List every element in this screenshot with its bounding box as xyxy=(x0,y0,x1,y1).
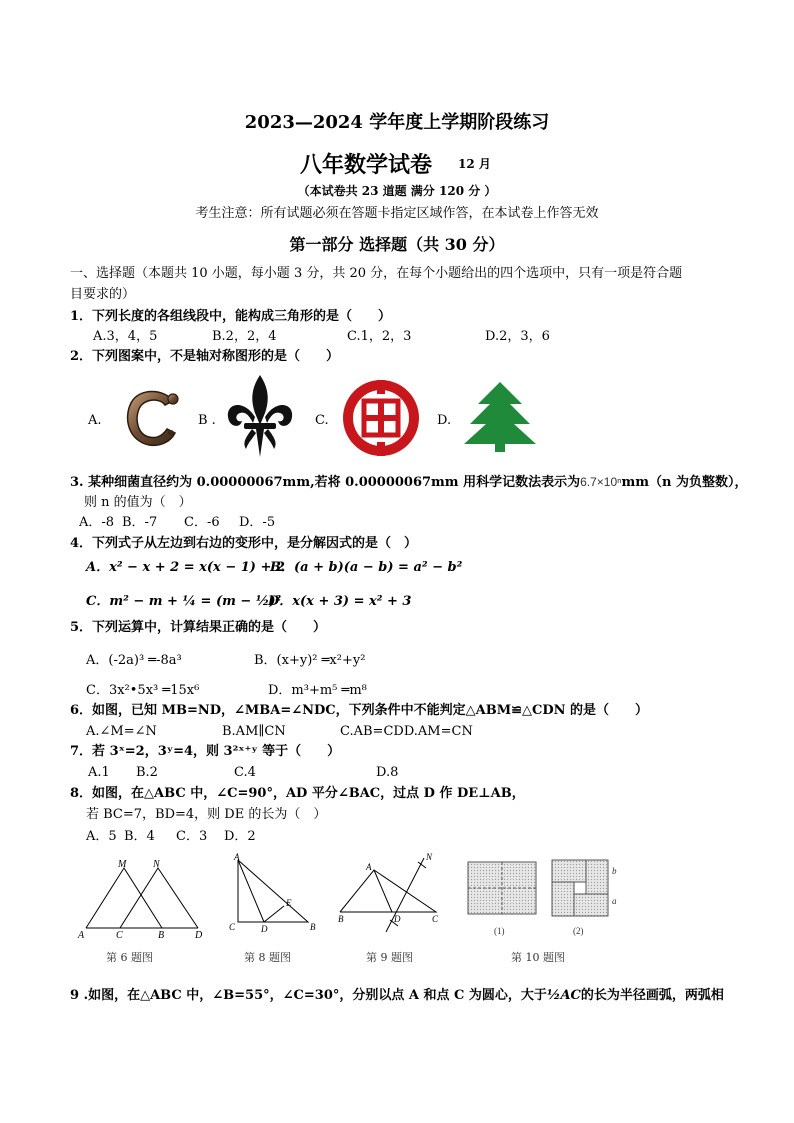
q3-stem-unit: mm（n 为负整数）， xyxy=(621,475,748,490)
q6-option-c: C.AB=CDD.AM=CN xyxy=(340,724,473,739)
q5-option-a: A．(-2a)³ ═-8a³ xyxy=(86,653,182,668)
figure-9 xyxy=(334,850,444,934)
q7-option-c: C.4 xyxy=(234,765,256,780)
exam-info: （本试卷共 23 道题 满分 120 分 ） xyxy=(297,184,497,198)
q7-stem: 7．若 3ˣ=2，3ʸ=4，则 3²ˣ⁺ʸ 等于（ ） xyxy=(70,744,341,759)
fig10-sub1: (1) xyxy=(494,926,505,936)
part-title: 第一部分 选择题（共 30 分） xyxy=(289,235,505,254)
fig10-label-a: a xyxy=(612,896,617,906)
q2-option-d: D. xyxy=(437,413,452,428)
section-intro-line2: 目要求的） xyxy=(70,287,136,302)
fig6-label-a: A xyxy=(78,930,85,941)
exam-month: 12 月 xyxy=(458,157,491,171)
q2-option-c: C. xyxy=(315,413,329,428)
q6-option-b: B.AM∥CN xyxy=(222,724,286,739)
q8-option-a: A．5 xyxy=(86,829,117,844)
q3-option-b: B．-7 xyxy=(122,515,158,530)
q3-stem-line2: 则 n 的值为（ ） xyxy=(84,495,192,510)
q5-stem: 5．下列运算中，计算结果正确的是（ ） xyxy=(70,620,327,635)
fig8-caption: 第 8 题图 xyxy=(244,951,291,964)
fig6-label-d: D xyxy=(195,930,203,941)
q3-option-a: A．-8 xyxy=(79,515,115,530)
bank-logo-icon xyxy=(340,377,422,459)
fig9-label-c: C xyxy=(432,914,439,924)
q3-option-c: C．-6 xyxy=(184,515,220,530)
q4-option-a: A．x² − x + 2 = x(x − 1) + 2 xyxy=(86,560,285,575)
fig9-caption: 第 9 题图 xyxy=(366,951,413,964)
q1-option-b: B.2，2，4 xyxy=(212,329,277,344)
q6-stem: 6．如图，已知 MB=ND，∠MBA=∠NDC，下列条件中不能判定△ABM≌△CDN 的是（ ） xyxy=(70,703,649,718)
q3-stem-text: 3. 某种细菌直径约为 0.00000067mm,若将 0.00000067mm 用科学记数法表示为 xyxy=(70,475,581,490)
q4-stem: 4．下列式子从左边到右边的变形中，是分解因式的是（ ） xyxy=(70,536,418,551)
q8-stem-line2: 若 BC=7，BD=4，则 DE 的长为（ ） xyxy=(86,807,327,822)
fig6-label-c: C xyxy=(116,930,123,941)
q8-option-d: D．2 xyxy=(224,829,256,844)
q8-stem-line1: 8．如图，在△ABC 中，∠C=90°，AD 平分∠BAC，过点 D 作 DE⊥AB， xyxy=(70,786,525,801)
letter-c-icon xyxy=(115,383,187,455)
q9-fraction: ½AC xyxy=(546,988,581,1003)
q9-stem-a: 9 .如图，在△ABC 中，∠B=55°，∠C=30°，分别以点 A 和点 C 为圆心，大于 xyxy=(70,988,547,1003)
q5-option-d: D．m³+m⁵ ═m⁸ xyxy=(268,683,367,698)
q2-stem: 2．下列图案中，不是轴对称图形的是（ ） xyxy=(70,349,340,364)
q3-option-d: D．-5 xyxy=(239,515,276,530)
q3-stem-line1 xyxy=(70,474,748,491)
q1-option-c: C.1，2，3 xyxy=(347,329,412,344)
q9-stem-b: 的长为半径画弧，两弧相 xyxy=(580,988,724,1003)
q6-option-a: A.∠M=∠N xyxy=(86,724,157,739)
fig10-sub2: (2) xyxy=(573,926,584,936)
figure-8 xyxy=(226,850,318,934)
figure-6 xyxy=(74,858,210,942)
exam-notice: 考生注意：所有试题必须在答题卡指定区域作答，在本试卷上作答无效 xyxy=(195,206,599,221)
q1-option-a: A.3，4，5 xyxy=(93,329,158,344)
q3-sci-notation: 6.7×10ⁿ xyxy=(580,475,622,489)
fig9-label-b: B xyxy=(338,914,344,924)
q1-option-d: D.2，3，6 xyxy=(485,329,550,344)
q2-option-a: A. xyxy=(88,413,102,428)
fig6-label-n: N xyxy=(153,859,160,870)
exam-subject: 八年数学试卷 xyxy=(300,152,433,178)
q7-option-b: B.2 xyxy=(136,765,158,780)
q5-option-c: C．3x²•5x³ ═15x⁶ xyxy=(86,683,200,698)
pine-tree-icon xyxy=(460,380,540,452)
fig10-label-b: b xyxy=(612,866,617,876)
q2-option-b: B . xyxy=(198,413,216,428)
q4-option-c: C．m² − m + ¼ = (m − ½)² xyxy=(86,594,282,609)
exam-title: 2023—2024 学年度上学期阶段练习 xyxy=(244,112,550,133)
fig6-label-b: B xyxy=(158,930,165,941)
fig8-label-e: E xyxy=(286,898,292,908)
q9-stem xyxy=(70,988,724,1004)
figure-10 xyxy=(458,854,628,944)
fig6-caption: 第 6 题图 xyxy=(106,951,153,964)
fig9-label-a: A xyxy=(366,862,372,872)
fig8-label-b: B xyxy=(310,922,316,932)
q4-option-d: D．x(x + 3) = x² + 3 xyxy=(268,594,412,609)
fig9-label-d: D xyxy=(394,914,401,924)
fig6-label-m: M xyxy=(118,859,127,870)
q1-stem: 1．下列长度的各组线段中，能构成三角形的是（ ） xyxy=(70,309,392,324)
fig8-label-d: D xyxy=(261,924,268,934)
fleur-de-lis-icon xyxy=(222,373,298,459)
q4-option-b: B．(a + b)(a − b) = a² − b² xyxy=(270,560,463,575)
q7-option-d: D.8 xyxy=(376,765,399,780)
q8-option-b: B．4 xyxy=(124,829,155,844)
fig8-label-a: A xyxy=(234,852,240,862)
q8-option-c: C．3 xyxy=(176,829,208,844)
q5-option-b: B．(x+y)² ═x²+y² xyxy=(254,653,366,668)
fig9-label-n: N xyxy=(426,852,433,862)
q7-option-a: A.1 xyxy=(88,765,110,780)
fig10-caption: 第 10 题图 xyxy=(511,951,565,964)
section-intro-line1: 一、选择题（本题共 10 小题，每小题 3 分，共 20 分，在每个小题给出的四个选项中，只有一项是符合题 xyxy=(70,266,683,281)
fig8-label-c: C xyxy=(229,922,236,932)
